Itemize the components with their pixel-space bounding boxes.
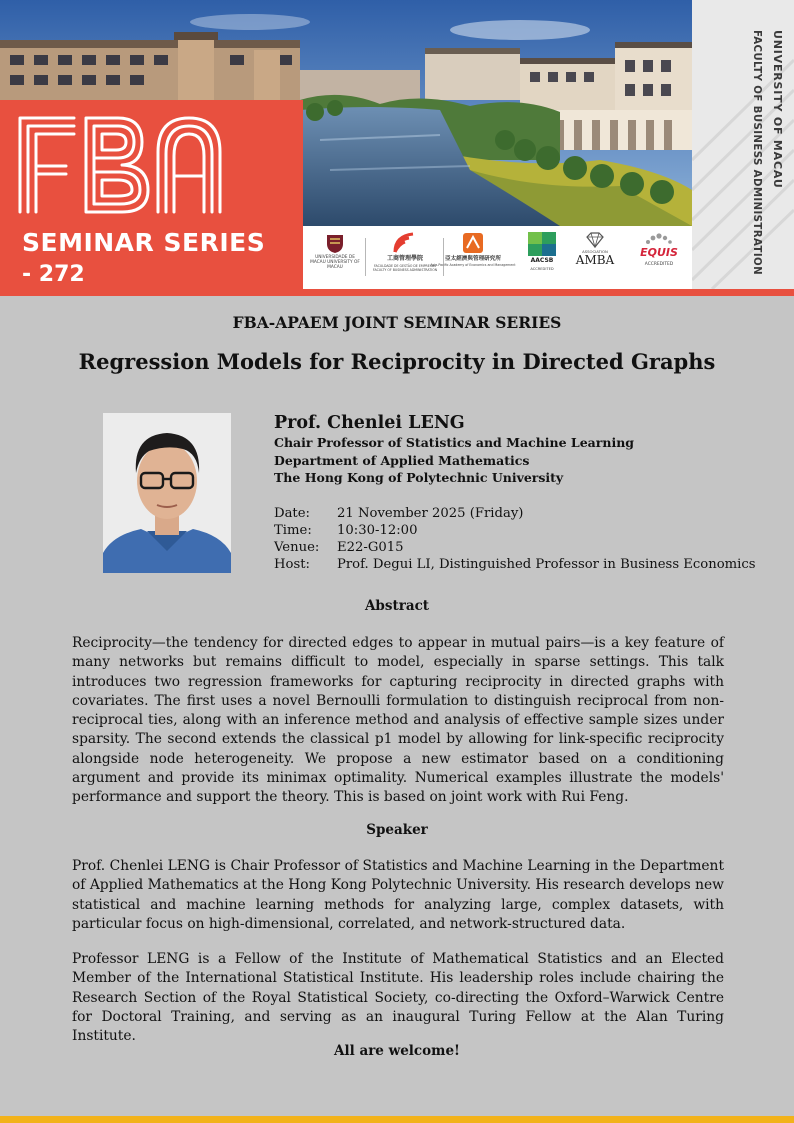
detail-value: E22-G015 bbox=[337, 540, 404, 555]
detail-label: Host: bbox=[274, 557, 310, 572]
aacsb-name: AACSB bbox=[530, 257, 554, 264]
apaem-name: 亞太經濟與管理研究所 bbox=[445, 256, 501, 262]
detail-label: Date: bbox=[274, 506, 310, 521]
detail-row-time bbox=[274, 522, 764, 539]
speaker-heading: Speaker bbox=[366, 822, 428, 838]
speaker-bio-paragraph-1: Prof. Chenlei LENG is Chair Professor of Statistics and Machine Learning in the Department of Applied Mathematics at the Hong Kong Polytechnic University. His research develops new statistical and machine learning methods for analyzing large, complex datasets, with particular focus on high-dimensional, correlated, and network-structured data. bbox=[72, 858, 724, 932]
detail-row-host bbox=[274, 556, 764, 573]
apaem-caption: Asia-Pacific Academy of Economics and Management bbox=[430, 263, 516, 268]
amba-logo bbox=[567, 232, 623, 282]
bottom-accent-rule bbox=[0, 1116, 794, 1123]
detail-value: Prof. Degui LI, Distinguished Professor in Business Economics bbox=[337, 557, 756, 572]
fba-logo bbox=[14, 112, 224, 218]
amba-name: AMBA bbox=[575, 253, 615, 268]
speaker-name: Prof. Chenlei LENG bbox=[274, 413, 465, 433]
equis-logo bbox=[629, 232, 689, 282]
fba-faculty-icon bbox=[393, 232, 417, 254]
equis-name: EQUIS bbox=[640, 246, 678, 259]
equis-dots-icon bbox=[644, 232, 674, 246]
um-logo-caption: UNIVERSIDADE DE MACAU UNIVERSITY OF MACAU bbox=[310, 255, 360, 270]
talk-title: Regression Models for Reciprocity in Directed Graphs bbox=[78, 349, 716, 374]
amba-diamond-icon bbox=[584, 232, 606, 248]
apaem-logo bbox=[430, 232, 516, 282]
amba-caption: ASSOCIATION bbox=[582, 249, 608, 254]
abstract-heading: Abstract bbox=[364, 598, 430, 614]
detail-value: 10:30-12:00 bbox=[337, 523, 418, 538]
logo-divider bbox=[365, 238, 366, 276]
fba-faculty-name: 工商管理學院 bbox=[386, 255, 423, 262]
apaem-icon bbox=[462, 232, 484, 254]
seminar-series-label: SEMINAR SERIES bbox=[22, 228, 266, 257]
banner bbox=[0, 0, 794, 296]
um-logo bbox=[309, 232, 361, 282]
speaker-university: The Hong Kong of Polytechnic University bbox=[274, 470, 564, 485]
detail-label: Time: bbox=[274, 523, 312, 538]
um-crest-icon bbox=[324, 232, 346, 254]
detail-row-venue bbox=[274, 539, 764, 556]
speaker-position: Chair Professor of Statistics and Machine Learning bbox=[274, 435, 635, 450]
series-heading: FBA-APAEM JOINT SEMINAR SERIES bbox=[232, 313, 562, 332]
aacsb-icon bbox=[528, 232, 556, 256]
speaker-block bbox=[274, 412, 754, 487]
vertical-line-faculty: FACULTY OF BUSINESS ADMINISTRATION bbox=[751, 30, 762, 276]
seminar-number: - 272 bbox=[22, 262, 85, 287]
closing-line: All are welcome! bbox=[334, 1043, 460, 1059]
speaker-department: Department of Applied Mathematics bbox=[274, 452, 530, 468]
vertical-title-text bbox=[712, 0, 784, 289]
aacsb-caption: ACCREDITED bbox=[530, 266, 554, 271]
vertical-line-university: UNIVERSITY OF MACAU bbox=[771, 30, 784, 189]
event-details bbox=[274, 505, 764, 573]
fba-faculty-caption: FACULDADE DE GESTÃO DE EMPRESAS FACULTY OF BUSINESS ADMINISTRATION bbox=[372, 263, 438, 272]
speaker-bio-paragraph-2: Professor LENG is a Fellow of the Institute of Mathematical Statistics and an Elected Member of the International Statistical Institute. His leadership roles include chairing the Research Section of the Royal Statistical Society, co-directing the Oxford–Warwick Centre for Doctoral Training, and serving as an inaugural Turing Fellow at the Alan Turing Institute. bbox=[72, 951, 724, 1045]
aacsb-logo bbox=[521, 232, 563, 282]
detail-label: Venue: bbox=[274, 540, 320, 555]
speaker-photo bbox=[103, 413, 231, 573]
fba-faculty-logo bbox=[371, 232, 439, 282]
equis-caption: ACCREDITED bbox=[644, 261, 674, 267]
partner-logo-strip bbox=[303, 226, 692, 289]
detail-value: 21 November 2025 (Friday) bbox=[337, 506, 524, 521]
detail-row-date bbox=[274, 505, 764, 522]
abstract-text: Reciprocity—the tendency for directed edges to appear in mutual pairs—is a key feature of many networks but remains difficult to model, especially in sparse settings. This talk introduces two regression frameworks for capturing reciprocity in directed graphs with covariates. The first uses a novel Bernoulli formulation to distinguish reciprocal from non-reciprocal ties, along with an inference method and analysis of effective sample sizes under sparsity. The second extends the classical p1 model by allowing for link-specific reciprocity alongside node heterogeneity. We propose a new estimator based on a conditioning argument and provide its minimax optimality. Numerical examples illustrate the models' performance and support the theory. This is based on joint work with Rui Feng. bbox=[72, 635, 724, 806]
banner-bottom-stripe bbox=[0, 289, 794, 296]
